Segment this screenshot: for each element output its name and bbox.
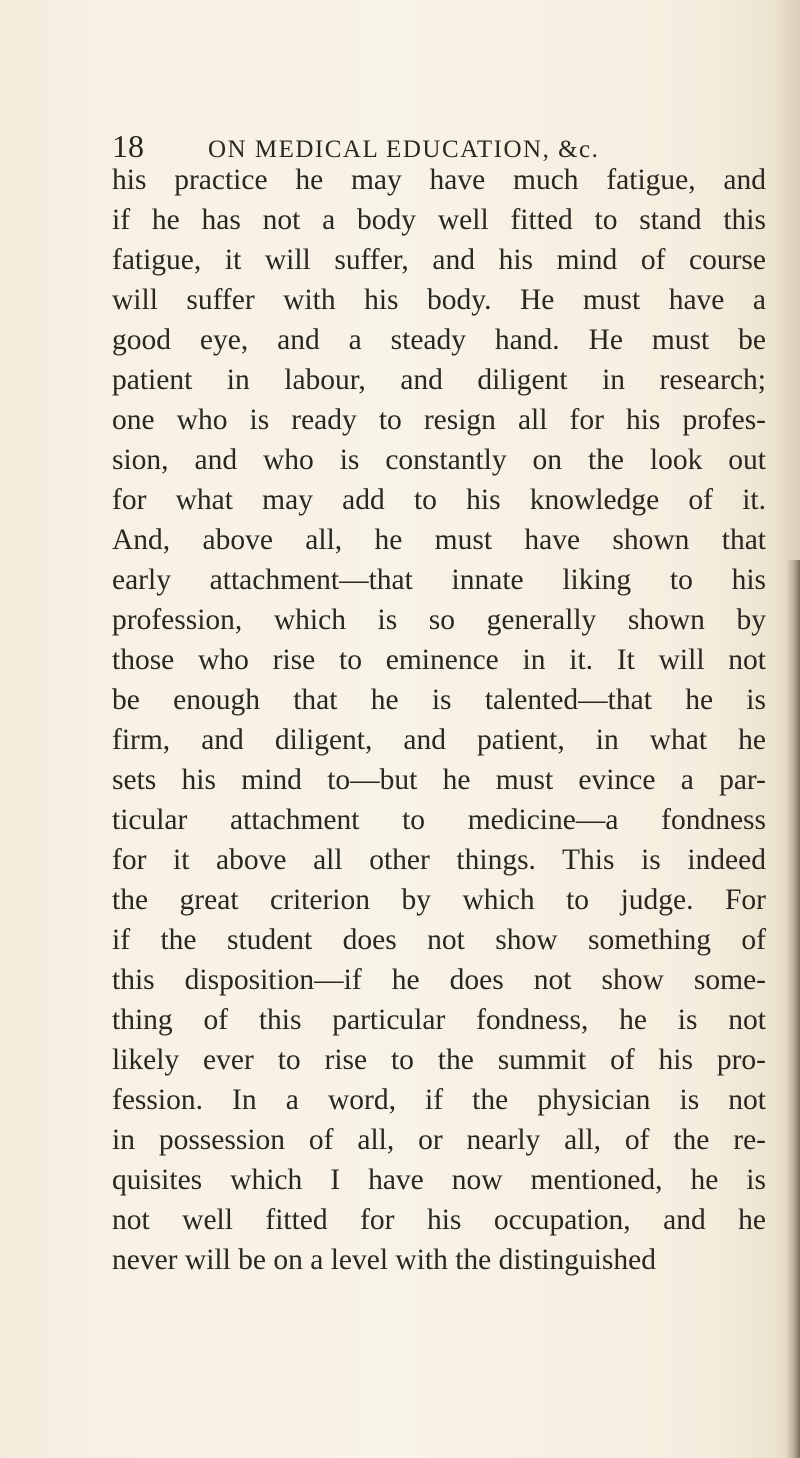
text-line: never will be on a level with the distinguished [112, 1244, 656, 1276]
text-line: quisites which I have now mentioned, he is [112, 1164, 766, 1196]
text-line: ticular attachment to medicine—a fondness [112, 804, 766, 836]
text-line: not well fitted for his occupation, and he [112, 1204, 766, 1236]
text-line: this disposition—if he does not show some- [112, 964, 766, 996]
text-line: sion, and who is constantly on the look out [112, 444, 766, 476]
text-line: early attachment—that innate liking to his [112, 564, 766, 596]
text-line: And, above all, he must have shown that [112, 524, 766, 556]
text-line: those who rise to eminence in it. It will not [112, 644, 766, 676]
text-line: his practice he may have much fatigue, and [112, 164, 766, 196]
text-line: one who is ready to resign all for his profes- [112, 404, 766, 436]
text-line: fatigue, it will suffer, and his mind of course [112, 244, 766, 276]
text-line: for what may add to his knowledge of it. [112, 484, 766, 516]
page-number: 18 [112, 128, 144, 164]
text-line: will suffer with his body. He must have a [112, 284, 766, 316]
text-line: sets his mind to—but he must evince a par- [112, 764, 766, 796]
text-line: good eye, and a steady hand. He must be [112, 324, 766, 356]
page-edge-shadow [786, 560, 800, 1458]
text-line: in possession of all, or nearly all, of the re- [112, 1124, 766, 1156]
text-line: profession, which is so generally shown by [112, 604, 766, 636]
text-line: the great criterion by which to judge. For [112, 884, 766, 916]
text-line: for it above all other things. This is indeed [112, 844, 766, 876]
text-line: if the student does not show something of [112, 924, 766, 956]
text-line: be enough that he is talented—that he is [112, 684, 766, 716]
text-line: patient in labour, and diligent in research; [112, 364, 766, 396]
text-line: fession. In a word, if the physician is not [112, 1084, 766, 1116]
text-line: likely ever to rise to the summit of his pro- [112, 1044, 766, 1076]
text-line: thing of this particular fondness, he is not [112, 1004, 766, 1036]
running-head: ON MEDICAL EDUCATION, &c. [208, 136, 600, 163]
text-line: firm, and diligent, and patient, in what he [112, 724, 766, 756]
body-text [112, 160, 766, 1280]
text-line: if he has not a body well fitted to stand this [112, 204, 766, 236]
